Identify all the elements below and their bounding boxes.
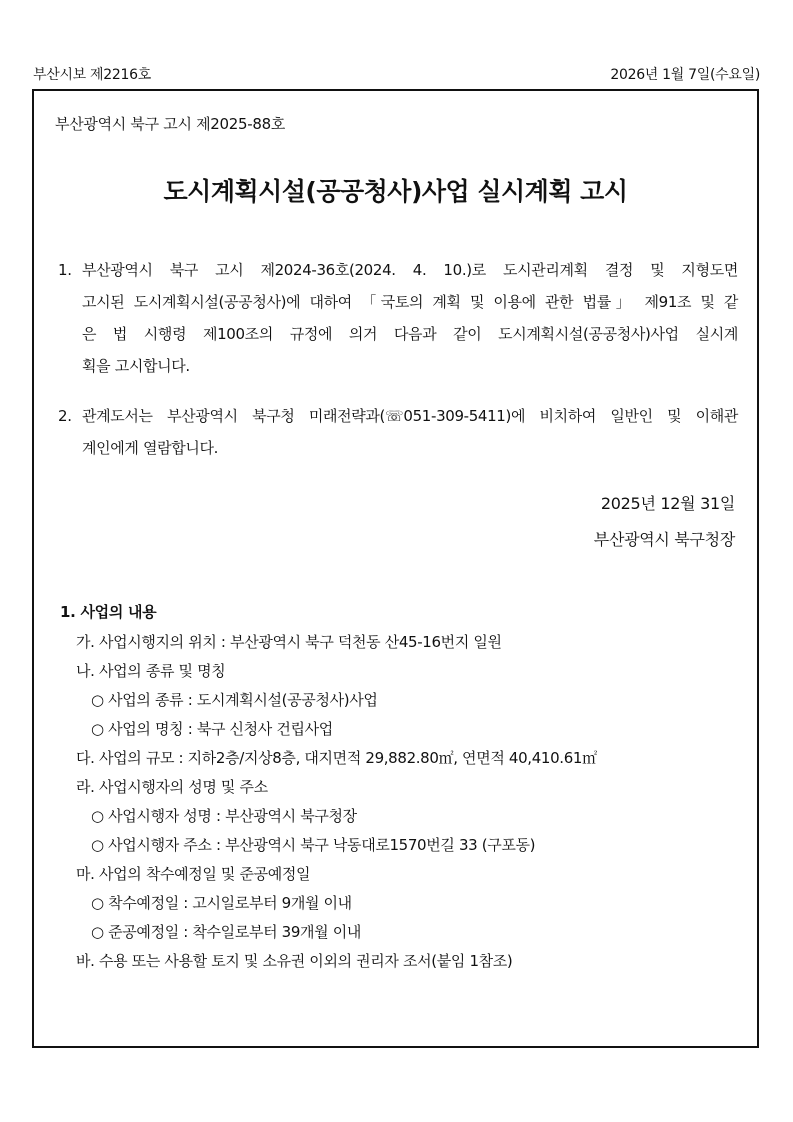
notice-date: 2025년 12월 31일 [600, 494, 735, 513]
paragraph-line: 부산광역시 북구 고시 제2024-36호(2024. 4. 10.)로 도시관리계획 결정 및 지형도면 [82, 261, 738, 279]
list-item: 마. 사업의 착수예정일 및 준공예정일 [76, 865, 311, 883]
gazette-number: 부산시보 제2216호 [33, 67, 151, 83]
paragraph-line: 은 법 시행령 제100조의 규정에 의거 다음과 같이 도시계획시설(공공청사)사업 실시계 [82, 325, 738, 343]
paragraph-line: 획을 고시합니다. [82, 357, 190, 375]
list-item: ○ 사업시행자 주소 : 부산광역시 북구 낙동대로1570번길 33 (구포동) [91, 836, 536, 854]
paragraph-2 [58, 400, 738, 464]
list-item: 다. 사업의 규모 : 지하2층/지상8층, 대지면적 29,882.80㎡, 연면적 40,410.61㎡ [76, 749, 597, 767]
list-item: ○ 사업시행자 성명 : 부산광역시 북구청장 [91, 807, 357, 825]
list-item: ○ 사업의 종류 : 도시계획시설(공공청사)사업 [91, 691, 378, 709]
paragraph-line: 관계도서는 부산광역시 북구청 미래전략과(☏051-309-5411)에 비치하여 일반인 및 이해관 [82, 407, 738, 425]
paragraph-number: 2. [58, 407, 72, 425]
list-item: 바. 수용 또는 사용할 토지 및 소유권 이외의 권리자 조서(붙임 1참조) [76, 952, 513, 970]
paragraph-number: 1. [58, 261, 72, 279]
notice-number: 부산광역시 북구 고시 제2025-88호 [55, 115, 286, 133]
paragraph-1 [58, 254, 738, 382]
signer-name: 부산광역시 북구청장 [593, 530, 735, 549]
paragraph-line: 계인에게 열람합니다. [82, 439, 219, 457]
section-title: 1. 사업의 내용 [60, 603, 157, 621]
list-item: 라. 사업시행자의 성명 및 주소 [76, 778, 268, 796]
paragraph-line: 고시된 도시계획시설(공공청사)에 대하여 「국토의 계획 및 이용에 관한 법률」 제91조 및 같 [82, 293, 738, 311]
list-item: 가. 사업시행지의 위치 : 부산광역시 북구 덕천동 산45-16번지 일원 [76, 633, 502, 651]
list-item: ○ 준공예정일 : 착수일로부터 39개월 이내 [91, 923, 362, 941]
issue-date: 2026년 1월 7일(수요일) [610, 67, 760, 83]
list-item: 나. 사업의 종류 및 명칭 [76, 662, 226, 680]
notice-title: 도시계획시설(공공청사)사업 실시계획 고시 [163, 177, 628, 206]
list-item: ○ 착수예정일 : 고시일로부터 9개월 이내 [91, 894, 352, 912]
list-item: ○ 사업의 명칭 : 북구 신청사 건립사업 [91, 720, 333, 738]
